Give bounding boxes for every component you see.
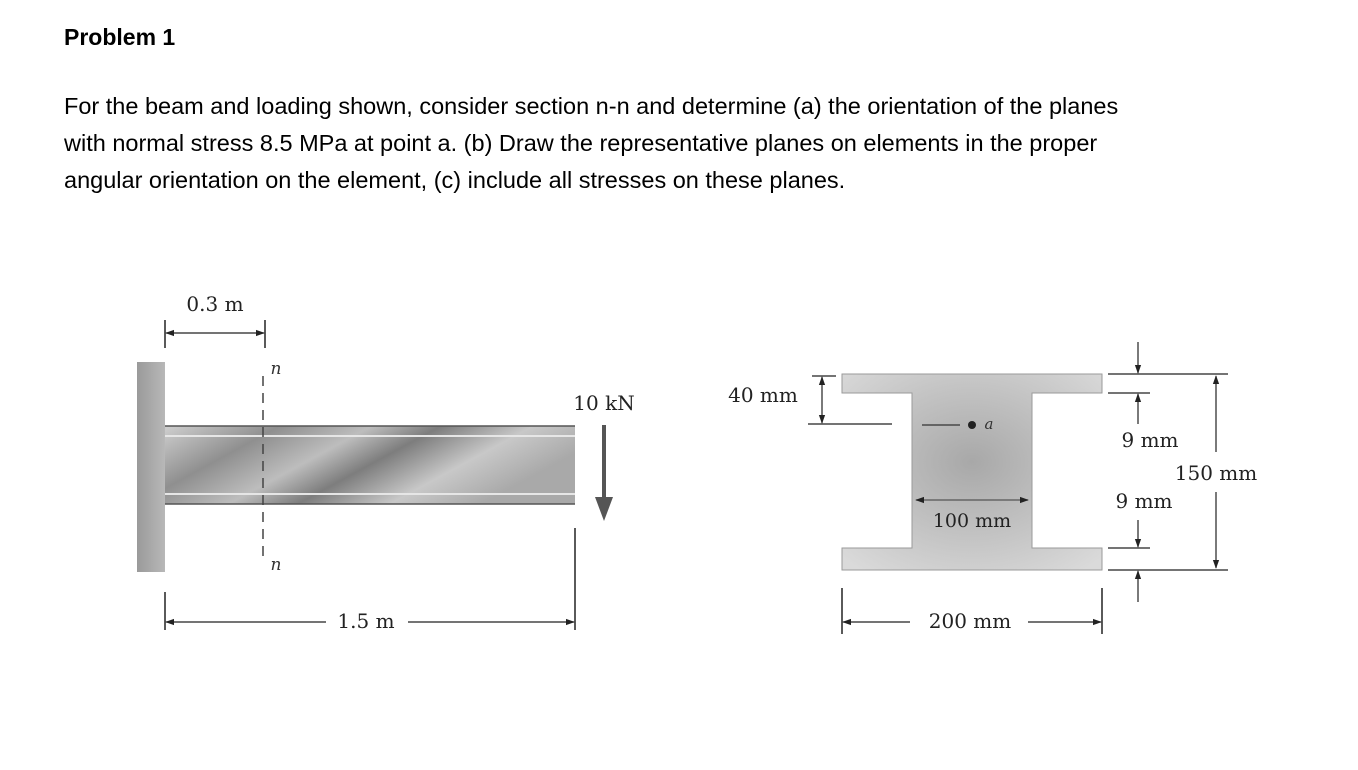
dim-section-offset-label: 0.3 m xyxy=(186,292,244,316)
load-arrow-head xyxy=(595,497,613,521)
i-beam-shape xyxy=(842,374,1102,570)
problem-line: with normal stress 8.5 MPa at point a. (b) Draw the representative planes on elements in the proper xyxy=(64,130,1098,156)
dim-height-label: 150 mm xyxy=(1174,461,1258,485)
problem-title: Problem 1 xyxy=(64,24,176,50)
i-beam-cross-section xyxy=(728,342,1257,634)
problem-line: For the beam and loading shown, consider section n-n and determine (a) the orientation of the planes xyxy=(64,93,1119,119)
section-label-bottom: n xyxy=(270,555,282,575)
dim-bottom-flange-label: 9 mm xyxy=(1115,489,1173,513)
point-a-label: a xyxy=(984,415,994,433)
dim-length-label: 1.5 m xyxy=(337,609,395,633)
section-label-top: n xyxy=(270,359,282,379)
dim-web-label: 100 mm xyxy=(932,510,1012,532)
dim-top-flange-label: 9 mm xyxy=(1121,428,1179,452)
beam-body xyxy=(165,426,575,504)
beam-elevation xyxy=(137,292,635,633)
point-a-marker xyxy=(968,421,976,429)
dim-width-label: 200 mm xyxy=(928,609,1012,633)
problem-line: angular orientation on the element, (c) include all stresses on these planes. xyxy=(64,167,846,193)
fixed-wall-support xyxy=(137,362,165,572)
load-label: 10 kN xyxy=(573,391,635,415)
dim-top-label: 40 mm xyxy=(728,383,798,407)
